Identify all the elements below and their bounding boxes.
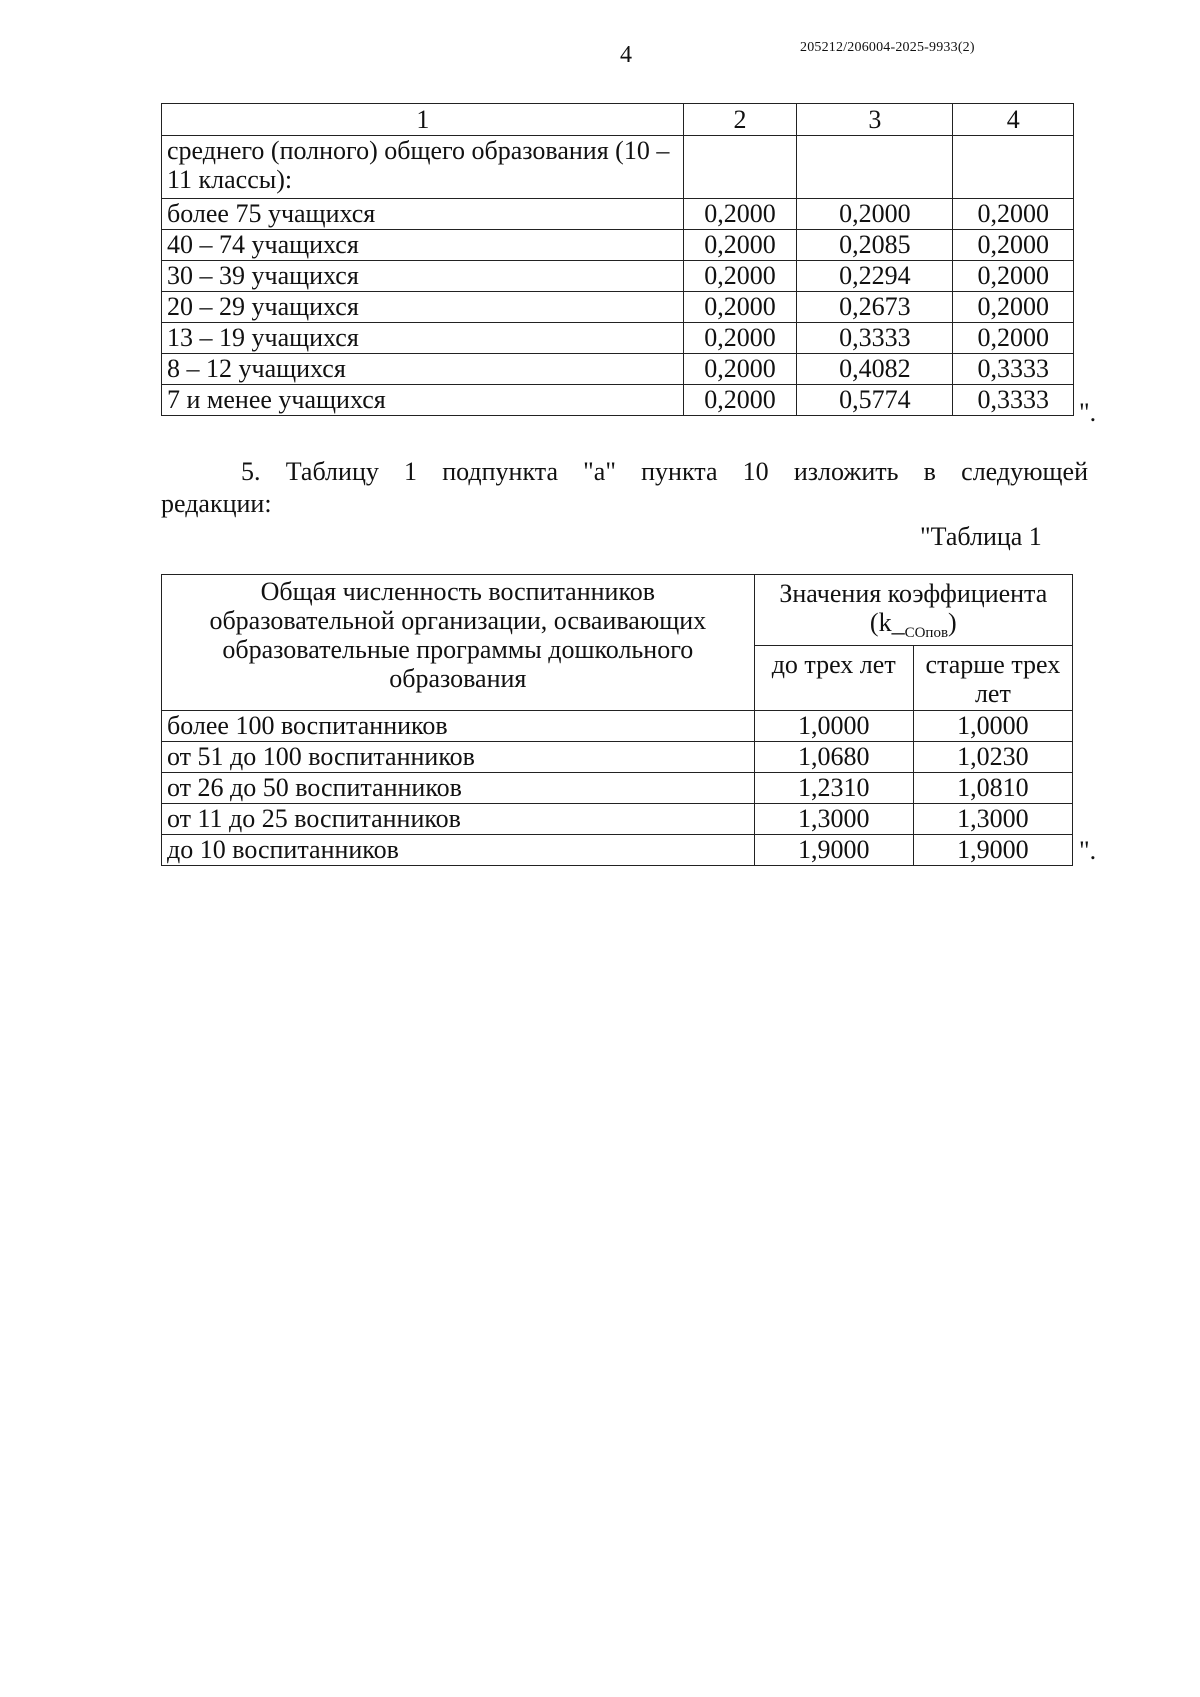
row-label: 13 – 19 учащихся — [162, 323, 684, 354]
row-label: от 11 до 25 воспитанников — [162, 804, 755, 835]
row-value-over-three: 1,0000 — [913, 711, 1072, 742]
row-value-3: 0,2085 — [797, 230, 953, 261]
table-row — [162, 230, 1074, 261]
row-value-4: 0,2000 — [953, 261, 1074, 292]
coefficient-symbol-subscript: СОпов — [904, 625, 949, 642]
row-value-2: 0,2000 — [683, 292, 797, 323]
row-value-under-three: 1,0680 — [754, 742, 913, 773]
row-value-2: 0,2000 — [683, 261, 797, 292]
row-value-4: 0,2000 — [953, 292, 1074, 323]
coefficient-table-general-education — [161, 103, 1074, 416]
row-value-4: 0,2000 — [953, 230, 1074, 261]
row-label: 7 и менее учащихся — [162, 385, 684, 416]
column-number-3: 3 — [797, 104, 953, 136]
row-value-under-three: 1,0000 — [754, 711, 913, 742]
row-value-3: 0,2000 — [797, 199, 953, 230]
table1-closing-quote: ". — [1079, 398, 1097, 427]
table2-closing-quote: ". — [1079, 836, 1097, 865]
row-value-3: 0,2294 — [797, 261, 953, 292]
row-label: более 100 воспитанников — [162, 711, 755, 742]
table-row — [162, 261, 1074, 292]
row-value-4: 0,3333 — [953, 354, 1074, 385]
table-row — [162, 773, 1073, 804]
document-code: 205212/206004-2025-9933(2) — [800, 40, 975, 55]
row-label: до 10 воспитанников — [162, 835, 755, 866]
row-label: от 26 до 50 воспитанников — [162, 773, 755, 804]
row-value-4: 0,3333 — [953, 385, 1074, 416]
header-coefficient-group — [754, 575, 1072, 646]
row-label: более 75 учащихся — [162, 199, 684, 230]
row-value-2: 0,2000 — [683, 230, 797, 261]
row-value-3: 0,3333 — [797, 323, 953, 354]
table-row — [162, 804, 1073, 835]
header-coefficient-label: Значения коэффициента — [779, 579, 1048, 608]
row-value-4: 0,2000 — [953, 199, 1074, 230]
row-value-under-three: 1,9000 — [754, 835, 913, 866]
column-number-1: 1 — [162, 104, 684, 136]
row-value-over-three: 1,9000 — [913, 835, 1072, 866]
table-row — [162, 835, 1073, 866]
header-total-pupils: Общая численность воспитанников образовательной организации, осваивающих образовательные программы дошкольного образования — [162, 575, 755, 711]
table-row — [162, 711, 1073, 742]
empty-cell — [797, 136, 953, 199]
row-label: 40 – 74 учащихся — [162, 230, 684, 261]
row-value-3: 0,2673 — [797, 292, 953, 323]
table-header-row — [162, 575, 1073, 646]
row-value-over-three: 1,3000 — [913, 804, 1072, 835]
header-under-three: до трех лет — [754, 646, 913, 711]
coefficient-symbol-main: (k_ — [869, 608, 905, 638]
empty-cell — [683, 136, 797, 199]
page-number: 4 — [620, 42, 632, 68]
table-row — [162, 742, 1073, 773]
table-row — [162, 354, 1074, 385]
table-row — [162, 385, 1074, 416]
empty-cell — [953, 136, 1074, 199]
coefficient-table-preschool — [161, 574, 1073, 866]
row-value-under-three: 1,2310 — [754, 773, 913, 804]
row-label: от 51 до 100 воспитанников — [162, 742, 755, 773]
table-row — [162, 199, 1074, 230]
row-value-2: 0,2000 — [683, 323, 797, 354]
row-label: 8 – 12 учащихся — [162, 354, 684, 385]
row-value-under-three: 1,3000 — [754, 804, 913, 835]
row-label: 20 – 29 учащихся — [162, 292, 684, 323]
section-label: среднего (полного) общего образования (10 – 11 классы): — [162, 136, 684, 199]
amendment-paragraph: 5. Таблицу 1 подпункта "а" пункта 10 изложить в следующей редакции: — [161, 457, 1088, 518]
row-label: 30 – 39 учащихся — [162, 261, 684, 292]
row-value-2: 0,2000 — [683, 385, 797, 416]
table-section-row — [162, 136, 1074, 199]
table-row — [162, 292, 1074, 323]
row-value-4: 0,2000 — [953, 323, 1074, 354]
coefficient-symbol — [869, 608, 957, 642]
row-value-2: 0,2000 — [683, 354, 797, 385]
row-value-3: 0,5774 — [797, 385, 953, 416]
table-caption: "Таблица 1 — [920, 522, 1042, 551]
coefficient-symbol-end: ) — [948, 608, 957, 638]
table-header-row — [162, 104, 1074, 136]
header-over-three: старше трех лет — [913, 646, 1072, 711]
column-number-4: 4 — [953, 104, 1074, 136]
row-value-over-three: 1,0230 — [913, 742, 1072, 773]
row-value-2: 0,2000 — [683, 199, 797, 230]
table-row — [162, 323, 1074, 354]
row-value-over-three: 1,0810 — [913, 773, 1072, 804]
column-number-2: 2 — [683, 104, 797, 136]
row-value-3: 0,4082 — [797, 354, 953, 385]
